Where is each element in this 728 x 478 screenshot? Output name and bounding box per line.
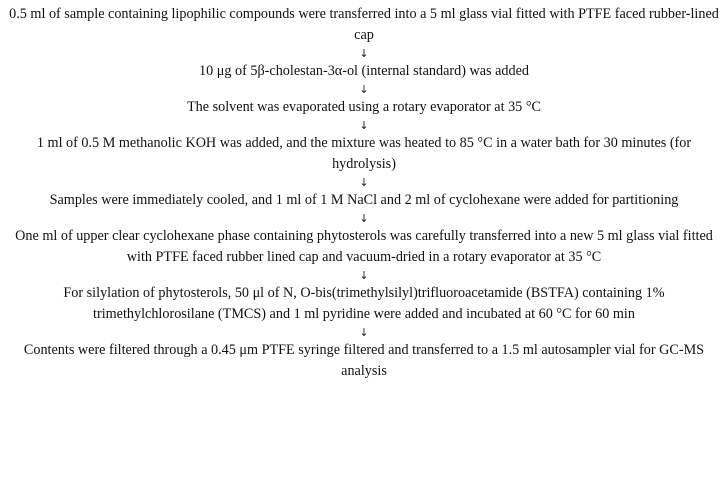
down-arrow-icon: ↓ (359, 212, 369, 225)
step-1-transfer-sample: 0.5 ml of sample containing lipophilic compounds were transferred into a 5 ml glass vial fitted with PTFE faced rubber-lined cap (9, 6, 719, 43)
step-6-transfer-and-dry: One ml of upper clear cyclohexane phase containing phytosterols was carefully transferred into a new 5 ml glass vial fitted with PTFE faced rubber lined cap and vacuum-dried in a rotary evaporator at 35 °C (15, 228, 713, 265)
step-7-silylation: For silylation of phytosterols, 50 μl of N, O-bis(trimethylsilyl)trifluoroacetamide (BSTFA) containing 1% trimethylchlorosilane (TMCS) and 1 ml pyridine were added and incubated at 60 °C for 60 min (63, 285, 665, 322)
down-arrow-icon: ↓ (359, 269, 369, 282)
down-arrow-icon: ↓ (359, 326, 369, 339)
step-4-hydrolysis: 1 ml of 0.5 M methanolic KOH was added, and the mixture was heated to 85 °C in a water bath for 30 minutes (for hydrolysis) (36, 135, 692, 172)
step-8-filter-for-gcms: Contents were filtered through a 0.45 μm PTFE syringe filtered and transferred to a 1.5 ml autosampler vial for GC-MS analysis (23, 342, 705, 379)
down-arrow-icon: ↓ (359, 83, 369, 96)
step-2-add-internal-standard: 10 μg of 5β-cholestan-3α-ol (internal standard) was added (199, 63, 529, 79)
step-3-evaporate-solvent: The solvent was evaporated using a rotary evaporator at 35 °C (187, 99, 541, 115)
step-5-partitioning: Samples were immediately cooled, and 1 ml of 1 M NaCl and 2 ml of cyclohexane were added for partitioning (49, 192, 679, 208)
down-arrow-icon: ↓ (359, 47, 369, 60)
down-arrow-icon: ↓ (359, 119, 369, 132)
down-arrow-icon: ↓ (359, 176, 369, 189)
